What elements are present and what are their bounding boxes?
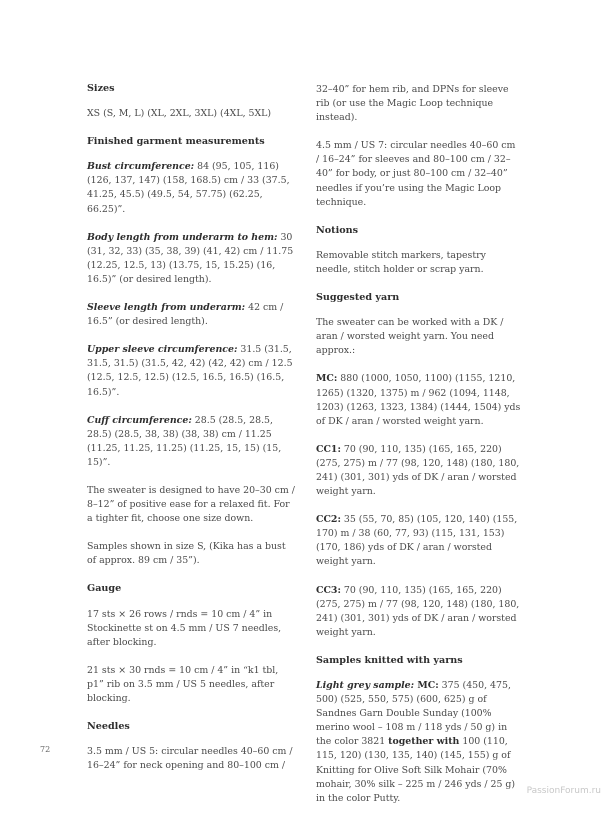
needles-35-paragraph: 3.5 mm / US 5: circular needles 40–60 cm / 16–24” for neck opening and 80–100 cm / [87,746,293,772]
notions-heading: Notions [316,224,359,236]
finished-measurements-heading: Finished garment measurements [87,136,265,148]
sleeve-length-label: Sleeve length from underarm: [87,302,246,314]
page-number: 72 [40,745,51,754]
light-grey-text-1: 375 (450, 475, 500) (525, 550, 575) (600, 625) g of Sandnes Garn Double Sunday (100% merino wool – 108 m / 118 yds / 50 g) in the color 3821 [316,680,511,748]
cuff-text: 28.5 (28.5, 28.5, 28.5) (28.5, 38, 38) (38, 38) cm / 11.25 (11.25, 11.25, 11.25) (11.25, 15, 15) (15, 15)”. [87,414,282,468]
ease-paragraph: The sweater is designed to have 20–30 cm / 8–12” of positive ease for a relaxed fit. For a tighter fit, choose one size down. [87,484,295,525]
needles-heading: Needles [87,721,130,733]
cuff-paragraph [87,414,295,470]
together-with-label: together with [388,736,460,748]
sizes-heading: Sizes [87,83,115,94]
cc2-text: 35 (55, 70, 85) (105, 120, 140) (155, 170) m / 38 (60, 77, 93) (115, 131, 153) (170, 186) yds of DK / aran / worsted weight yarn. [316,514,518,568]
bust-text: 84 (95, 105, 116) (126, 137, 147) (158, 168.5) cm / 33 (37.5, 41.25, 45.5) (49.5, 54, 57.75) (62.25, 66.25)”. [87,161,290,215]
watermark: PassionForum.ru [526,786,601,796]
sizes-text: XS (S, M, L) (XL, 2XL, 3XL) (4XL, 5XL) [87,108,272,120]
body-length-label: Body length from underarm to hem: [87,231,278,243]
body-length-text: 30 (31, 32, 33) (35, 38, 39) (41, 42) cm / 11.75 (12.25, 12.5, 13) (13.75, 15, 15.25) (16, 16.5)” (or desired length). [87,231,294,285]
gauge-stockinette: 17 sts × 26 rows / rnds = 10 cm / 4” in Stockinette st on 4.5 mm / US 7 needles, after blocking. [87,608,282,648]
suggested-yarn-heading: Suggested yarn [316,292,400,304]
bust-label: Bust circumference: [87,161,195,173]
cc1-text: 70 (90, 110, 135) (165, 165, 220) (275, 275) m / 77 (98, 120, 148) (180, 180, 241) (301, 301) yds of DK / aran / worsted weight yarn. [316,443,520,498]
upper-sleeve-paragraph [87,343,295,399]
cc1-label: CC1: [316,443,341,455]
mc-paragraph [316,372,521,428]
cc2-label: CC2: [316,514,341,526]
light-grey-label: Light grey sample: [316,680,415,691]
needles-35-continued: 32–40” for hem rib, and DPNs for sleeve rib (or use the Magic Loop technique instead). [316,84,509,124]
right-column [316,83,521,820]
sleeve-length-paragraph [87,301,295,329]
samples-size-paragraph: Samples shown in size S, (Kika has a bust of approx. 89 cm / 35”). [87,541,286,567]
bust-paragraph [87,160,295,216]
light-grey-sample-paragraph [316,679,521,806]
samples-yarns-heading: Samples knitted with yarns [316,654,463,666]
sleeve-length-text: 42 cm / 16.5” (or desired length). [87,302,284,328]
cc2-paragraph [316,513,521,569]
cc1-paragraph [316,443,521,499]
cc3-label: CC3: [316,584,341,596]
needles-45-paragraph: 4.5 mm / US 7: circular needles 40–60 cm / 16–24” for sleeves and 80–100 cm / 32–40” for body, or just 80–100 cm / 32–40” needles if you’re using the Magic Loop technique. [316,140,516,208]
light-grey-mc-label: MC: [414,680,439,691]
gauge-heading: Gauge [87,583,122,595]
mc-text: 880 (1000, 1050, 1100) (1155, 1210, 1265) (1320, 1375) m / 962 (1094, 1148, 1203) (1263, 1323, 1384) (1444, 1504) yds of DK / aran / worsted weight yarn. [316,373,521,427]
mc-label: MC: [316,373,338,385]
cuff-label: Cuff circumference: [87,414,192,426]
suggested-yarn-text: The sweater can be worked with a DK / aran / worsted weight yarn. You need approx.: [316,317,504,357]
body-length-paragraph [87,231,295,287]
cc3-paragraph [316,584,521,640]
upper-sleeve-label: Upper sleeve circumference: [87,344,238,356]
cc3-text: 70 (90, 110, 135) (165, 165, 220) (275, 275) m / 77 (98, 120, 148) (180, 180, 241) (301, 301) yds of DK / aran / worsted weight yarn. [316,584,520,638]
left-column [87,82,295,787]
light-grey-text-2: 100 (110, 115, 120) (130, 135, 140) (145, 155) g of Knitting for Olive Soft Silk Mohair (70% mohair, 30% silk – 225 m / 246 yds / 25 g) in the color Putty. [316,736,516,804]
gauge-rib: 21 sts × 30 rnds = 10 cm / 4” in “k1 tbl, p1” rib on 3.5 mm / US 5 needles, after blocking. [87,664,279,704]
notions-text: Removable stitch markers, tapestry needle, stitch holder or scrap yarn. [316,249,486,275]
upper-sleeve-text: 31.5 (31.5, 31.5, 31.5) (31.5, 42, 42) (42, 42) cm / 12.5 (12.5, 12.5, 12.5) (12.5, 16.5, 16.5) (16.5, 16.5)”. [87,344,293,398]
